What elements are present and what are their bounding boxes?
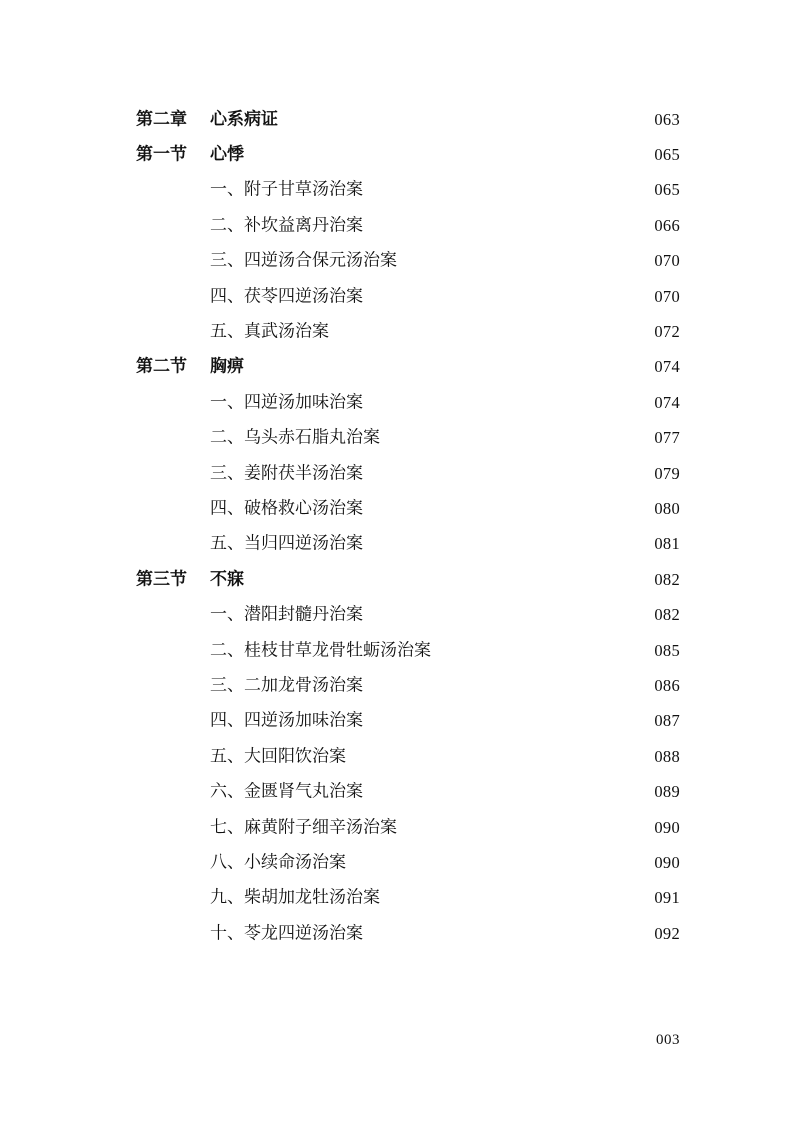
toc-entry-row[interactable] bbox=[0, 527, 790, 562]
section-page-number: 074 bbox=[654, 357, 680, 377]
toc-entry-row[interactable] bbox=[0, 244, 790, 279]
toc-entry-row[interactable] bbox=[0, 881, 790, 916]
toc-entry-label: 三、姜附茯半汤治案 bbox=[210, 463, 363, 484]
toc-entry-label: 三、二加龙骨汤治案 bbox=[210, 675, 363, 696]
toc-entry-row[interactable] bbox=[0, 421, 790, 456]
toc-entry-row[interactable] bbox=[0, 597, 790, 632]
toc-entry-row[interactable] bbox=[0, 810, 790, 845]
toc-entry-label: 四、四逆汤加味治案 bbox=[210, 710, 363, 731]
chapter-number: 第二章 bbox=[136, 109, 187, 130]
table-of-contents bbox=[0, 102, 790, 951]
section-title: 不寐 bbox=[210, 569, 244, 590]
toc-entry-label: 三、四逆汤合保元汤治案 bbox=[210, 250, 397, 271]
toc-entry-label: 二、桂枝甘草龙骨牡蛎汤治案 bbox=[210, 640, 431, 661]
toc-entry-page-number: 080 bbox=[654, 498, 680, 518]
section-title: 心悸 bbox=[210, 144, 244, 165]
toc-entry-page-number: 086 bbox=[654, 675, 680, 695]
toc-entry-label: 九、柴胡加龙牡汤治案 bbox=[210, 887, 380, 908]
toc-entry-page-number: 072 bbox=[654, 321, 680, 341]
toc-entry-row[interactable] bbox=[0, 208, 790, 243]
toc-entry-page-number: 070 bbox=[654, 286, 680, 306]
toc-entry-page-number: 081 bbox=[654, 534, 680, 554]
toc-entry-page-number: 092 bbox=[654, 923, 680, 943]
toc-entry-page-number: 090 bbox=[654, 852, 680, 872]
section-title: 胸痹 bbox=[210, 356, 244, 377]
toc-entry-page-number: 090 bbox=[654, 817, 680, 837]
toc-entry-page-number: 088 bbox=[654, 746, 680, 766]
footer-page-number: 003 bbox=[656, 1032, 680, 1048]
toc-entry-label: 一、潜阳封髓丹治案 bbox=[210, 604, 363, 625]
toc-entry-label: 五、当归四逆汤治案 bbox=[210, 533, 363, 554]
chapter-title: 心系病证 bbox=[210, 109, 278, 130]
toc-entry-row[interactable] bbox=[0, 845, 790, 880]
toc-entry-row[interactable] bbox=[0, 173, 790, 208]
section-number: 第二节 bbox=[136, 356, 187, 377]
toc-entry-label: 二、补坎益离丹治案 bbox=[210, 215, 363, 236]
toc-entry-label: 四、破格救心汤治案 bbox=[210, 498, 363, 519]
toc-entry-page-number: 077 bbox=[654, 427, 680, 447]
toc-entry-label: 十、苓龙四逆汤治案 bbox=[210, 923, 363, 944]
toc-entry-label: 八、小续命汤治案 bbox=[210, 852, 346, 873]
toc-entry-page-number: 065 bbox=[654, 180, 680, 200]
toc-entry-label: 一、四逆汤加味治案 bbox=[210, 392, 363, 413]
toc-entry-row[interactable] bbox=[0, 916, 790, 951]
toc-entry-page-number: 091 bbox=[654, 888, 680, 908]
section-heading bbox=[136, 571, 244, 588]
toc-entry-row[interactable] bbox=[0, 456, 790, 491]
section-page-number: 065 bbox=[654, 144, 680, 164]
chapter-heading bbox=[136, 111, 278, 128]
toc-entry-page-number: 079 bbox=[654, 463, 680, 483]
toc-entry-page-number: 087 bbox=[654, 711, 680, 731]
toc-entry-row[interactable] bbox=[0, 314, 790, 349]
toc-entry-label: 五、大回阳饮治案 bbox=[210, 746, 346, 767]
toc-section-row[interactable] bbox=[0, 350, 790, 385]
section-number: 第三节 bbox=[136, 569, 187, 590]
toc-entry-row[interactable] bbox=[0, 668, 790, 703]
section-heading bbox=[136, 356, 244, 377]
toc-entry-label: 七、麻黄附子细辛汤治案 bbox=[210, 817, 397, 837]
toc-entry-label: 五、真武汤治案 bbox=[210, 321, 329, 342]
toc-entry-row[interactable] bbox=[0, 385, 790, 420]
toc-entry-label: 二、乌头赤石脂丸治案 bbox=[210, 427, 380, 448]
chapter-page-number: 063 bbox=[654, 109, 680, 129]
toc-entry-label: 四、茯苓四逆汤治案 bbox=[210, 286, 363, 307]
toc-entry-page-number: 085 bbox=[654, 640, 680, 660]
section-page-number: 082 bbox=[654, 569, 680, 589]
toc-entry-row[interactable] bbox=[0, 704, 790, 739]
toc-entry-page-number: 089 bbox=[654, 781, 680, 801]
toc-entry-page-number: 070 bbox=[654, 251, 680, 270]
section-number: 第一节 bbox=[136, 144, 187, 165]
toc-chapter-row[interactable] bbox=[0, 102, 790, 137]
section-heading bbox=[136, 144, 244, 165]
toc-entry-row[interactable] bbox=[0, 774, 790, 809]
toc-entry-label: 一、附子甘草汤治案 bbox=[210, 179, 363, 200]
toc-entry-row[interactable] bbox=[0, 491, 790, 526]
toc-section-row[interactable] bbox=[0, 137, 790, 172]
toc-entry-page-number: 074 bbox=[654, 392, 680, 412]
toc-entry-row[interactable] bbox=[0, 279, 790, 314]
toc-entry-label: 六、金匮肾气丸治案 bbox=[210, 781, 363, 802]
toc-entry-row[interactable] bbox=[0, 739, 790, 774]
toc-entry-row[interactable] bbox=[0, 633, 790, 668]
toc-section-row[interactable] bbox=[0, 562, 790, 597]
toc-entry-page-number: 082 bbox=[654, 604, 680, 624]
toc-entry-page-number: 066 bbox=[654, 215, 680, 235]
